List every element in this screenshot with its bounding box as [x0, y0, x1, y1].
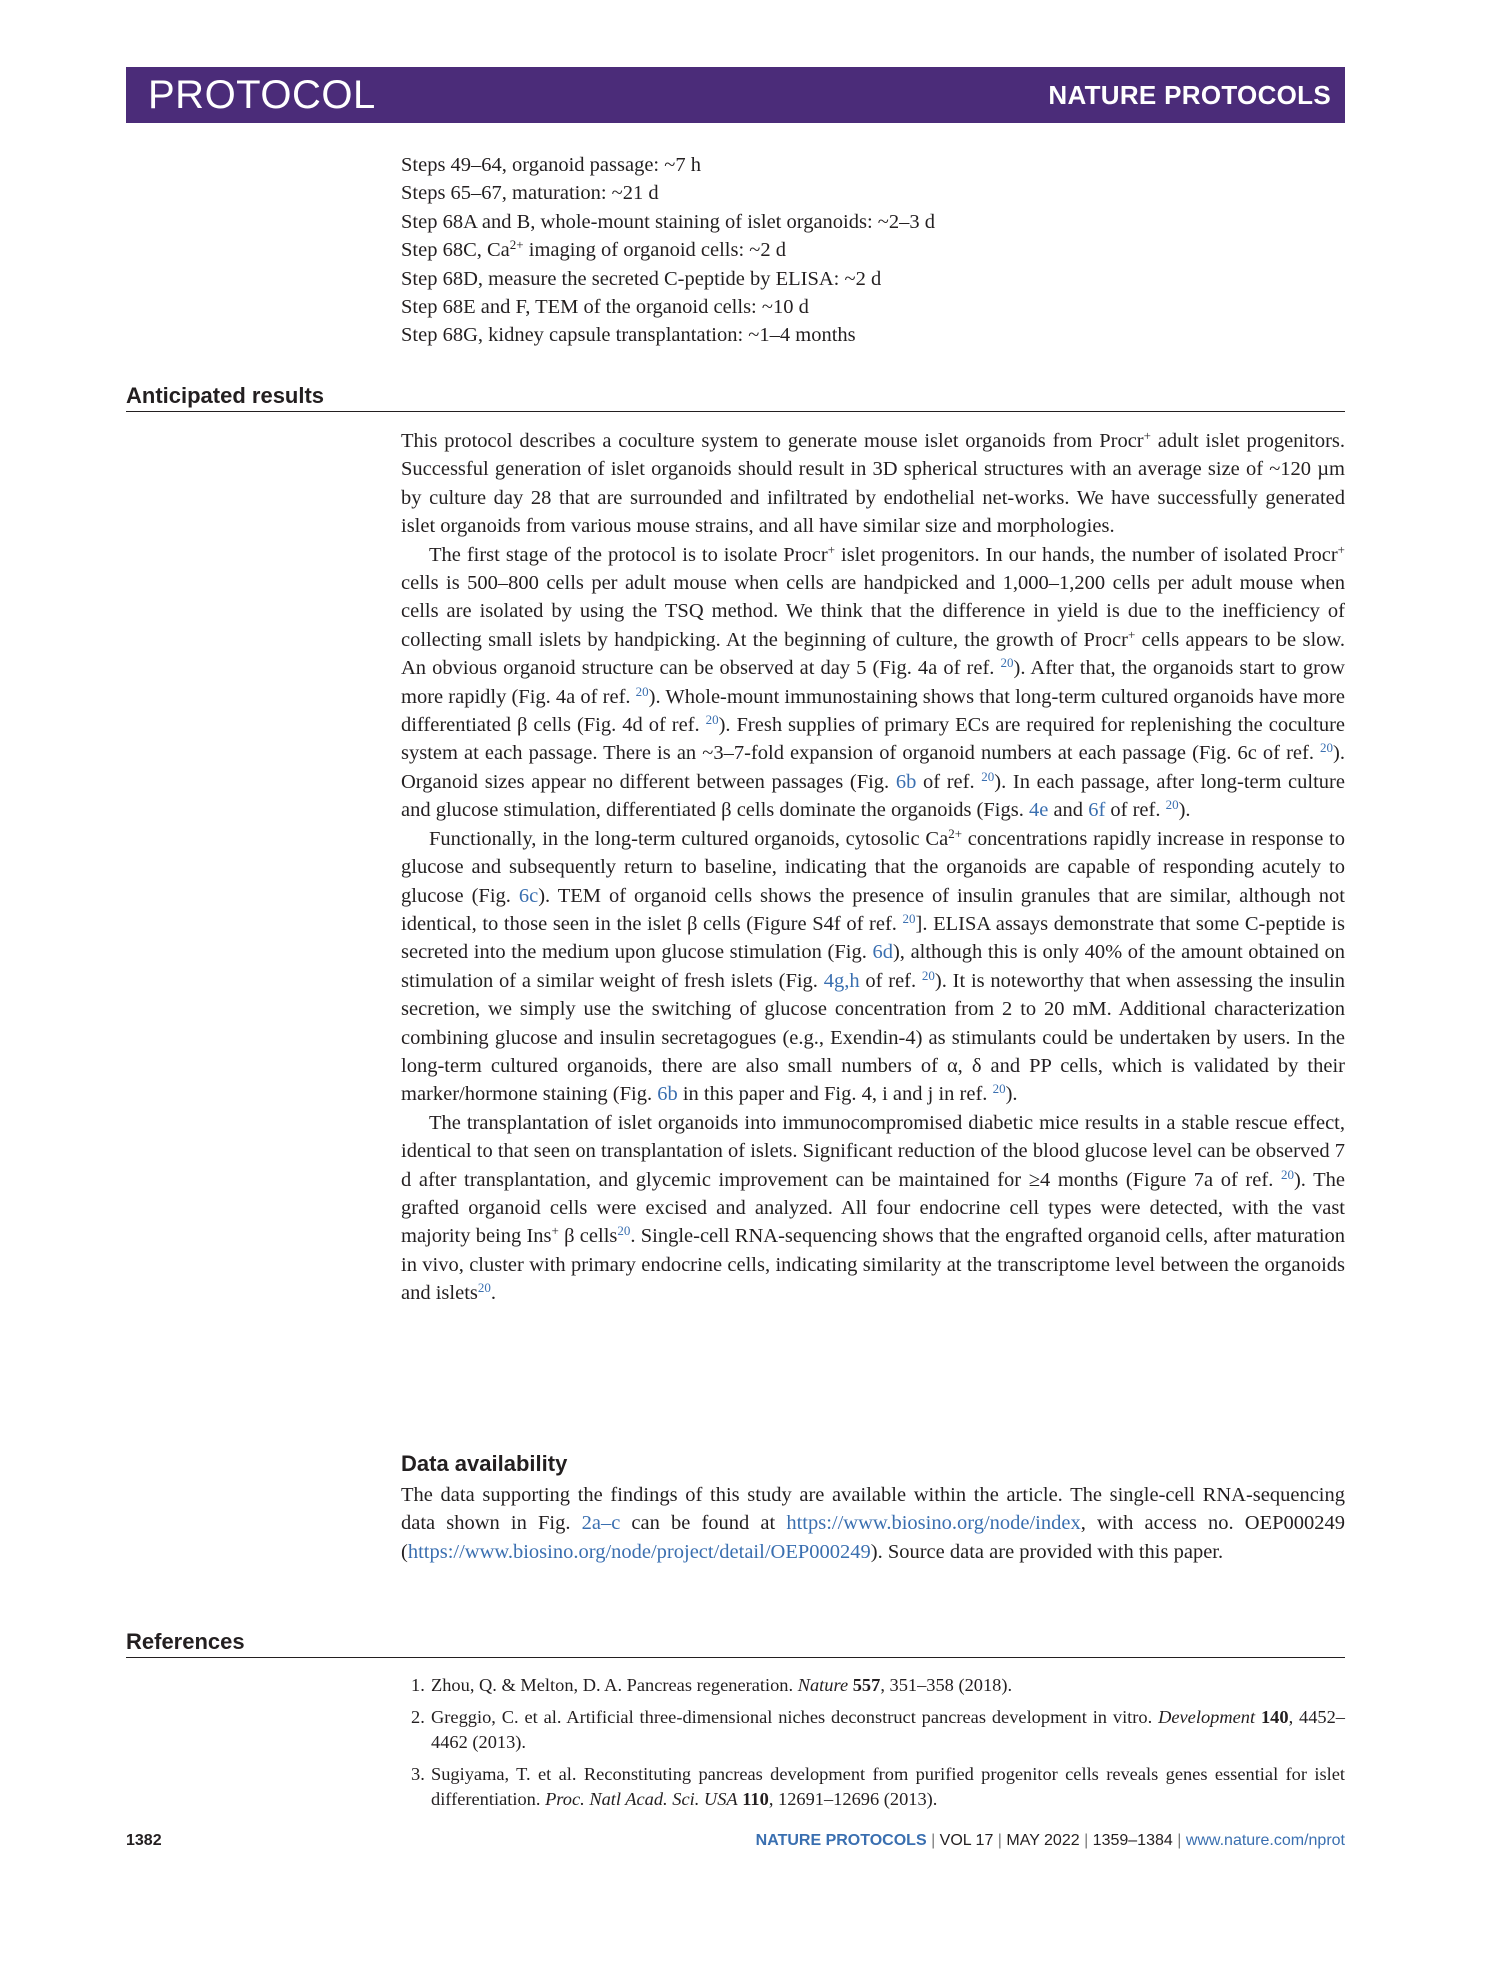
reference-link[interactable]: 20 [921, 967, 935, 983]
reference-link[interactable]: 20 [705, 711, 719, 727]
timing-line: Step 68E and F, TEM of the organoid cells: ~10 d [401, 296, 809, 319]
url-link[interactable]: https://www.biosino.org/node/index [786, 1512, 1081, 1535]
data-availability-body [401, 1481, 1345, 1566]
timing-line: Step 68A and B, whole-mount staining of islet organoids: ~2–3 d [401, 210, 936, 233]
reference-item: 3. Sugiyama, T. et al. Reconstituting pancreas development from purified progenitor cells reveals genes essential for islet differentiation. Proc. Natl Acad. Sci. USA 110, 12691–12696 (2013). [411, 1763, 1345, 1809]
footer-volume: VOL 17 [939, 1832, 994, 1849]
footer-citation: NATURE PROTOCOLS | VOL 17 | MAY 2022 | 1359–1384 | www.nature.com/nprot [755, 1832, 1345, 1849]
url-link[interactable]: https://www.biosino.org/node/project/detail/OEP000249 [407, 1540, 871, 1563]
data-availability-heading: Data availability [401, 1451, 568, 1476]
timing-line: Step 68D, measure the secreted C-peptide by ELISA: ~2 d [401, 267, 882, 290]
reference-item: 1. Zhou, Q. & Melton, D. A. Pancreas regeneration. Nature 557, 351–358 (2018). [411, 1675, 1013, 1695]
figure-link[interactable]: 6b [895, 770, 917, 793]
figure-link[interactable]: 4g,h [823, 969, 860, 992]
figure-link[interactable]: 6f [1088, 799, 1106, 822]
footer-pages: 1359–1384 [1092, 1832, 1173, 1849]
reference-list [401, 1673, 1345, 1819]
section-type-label: PROTOCOL [148, 73, 376, 117]
reference-link[interactable]: 20 [1000, 655, 1014, 671]
reference-link[interactable]: 20 [902, 910, 916, 926]
figure-link[interactable]: 6d [872, 941, 893, 964]
timing-line: Step 68C, $Ca^{2+}$ imaging of organoid cells: ~2 d [401, 237, 786, 262]
reference-link[interactable]: 20 [1280, 1166, 1294, 1182]
footer-url[interactable]: www.nature.com/nprot [1185, 1832, 1345, 1849]
reference-link[interactable]: 20 [981, 768, 995, 784]
timing-line: Steps 49–64, organoid passage: ~7 h [401, 154, 701, 176]
paragraph: Functionally, in the long-term cultured organoids, cytosolic $Ca^{2+}$ concentrations rapidly increase in response to glucose and subsequently return to baseline, indicating that the organoids are capable of responding acutely to glucose (Fig. 6c). TEM of organoid cells shows the presence of insulin granules that are similar, although not identical, to those seen in the islet β cells (Figure S4f of ref. $^{20}$]. ELISA assays demonstrate that some C-peptide is secreted into the medium upon glucose stimulation (Fig. 6d), although this is only 40% of the amount obtained on stimulation of a similar weight of fresh islets (Fig. 4g,h of ref. $^{20}$). It is noteworthy that when assessing the insulin secretion, we simply use the switching of glucose concentration from 2 to 20 mM. Additional characterization combining glucose and insulin secretagogues (e.g., Exendin-4) as stimulants could be undertaken by users. In the long-term cultured organoids, there are also small numbers of α, δ and PP cells, which is validated by their marker/hormone staining (Fig. 6b in this paper and Fig. 4, i and j in ref. $^{20}$). [401, 825, 1346, 1106]
journal-name: NATURE PROTOCOLS [1048, 80, 1331, 110]
references-heading: References [126, 1627, 1345, 1658]
footer-date: MAY 2022 [1006, 1832, 1080, 1849]
paragraph: The first stage of the protocol is to isolate Procr+ islet progenitors. In our hands, the number of isolated Procr+ cells is 500–800 cells per adult mouse when cells are handpicked and 1,000–1,200 cells per adult mouse when cells are isolated by using the TSQ method. We think that the difference in yield is due to the inefficiency of collecting small islets by handpicking. At the beginning of culture, the growth of Procr+ cells appears to be slow. An obvious organoid structure can be observed at day 5 (Fig. 4a of ref. $^{20}$). After that, the organoids start to grow more rapidly (Fig. 4a of ref. $^{20}$). Whole-mount immunostaining shows that long-term cultured organoids have more differentiated β cells (Fig. 4d of ref. $^{20}$). Fresh supplies of primary ECs are required for replenishing the coculture system at each passage. There is an ~3–7-fold expansion of organoid numbers at each passage (Fig. 6c of ref. $^{20}$). Organoid sizes appear no different between passages (Fig. 6b of ref. $^{20}$). In each passage, after long-term culture and glucose stimulation, differentiated β cells dominate the organoids (Figs. 4e and 6f of ref. $^{20}$). [401, 541, 1346, 822]
reference-link[interactable]: 20 [477, 1280, 491, 1296]
reference-link[interactable]: 20 [635, 683, 649, 699]
reference-link[interactable]: 20 [617, 1223, 631, 1239]
timing-line: Steps 65–67, maturation: ~21 d [401, 182, 659, 205]
reference-link[interactable]: 20 [1165, 797, 1179, 813]
paragraph: The data supporting the findings of this study are available within the article. The single-cell RNA-sequencing data shown in Fig. 2a–c can be found at https://www.biosino.org/node/index, with access no. OEP000249 (https://www.biosino.org/node/project/detail/OEP000249). Source data are provided with this paper. [401, 1484, 1345, 1563]
timing-list [401, 151, 1345, 350]
anticipated-results-heading: Anticipated results [126, 381, 1345, 412]
paragraph: The transplantation of islet organoids into immunocompromised diabetic mice results in a stable rescue effect, identical to that seen on transplantation of islets. Significant reduction of the blood glucose level can be observed 7 d after transplantation, and glycemic improvement can be maintained for ≥4 months (Figure 7a of ref. $^{20}$). The grafted organoid cells were excised and analyzed. All four endocrine cell types were detected, with the vast majority being Ins+ β cells$^{20}$. Single-cell RNA-sequencing shows that the engrafted organoid cells, after maturation in vivo, cluster with primary endocrine cells, indicating similarity at the transcriptome level between the organoids and islets$^{20}$. [401, 1111, 1346, 1305]
footer-journal: NATURE PROTOCOLS [755, 1832, 927, 1849]
figure-link[interactable]: 6b [657, 1083, 678, 1106]
anticipated-results-body [401, 427, 1345, 1308]
reference-link[interactable]: 20 [1320, 740, 1334, 756]
page-number: 1382 [126, 1832, 162, 1849]
figure-link[interactable]: 6c [518, 884, 539, 907]
reference-item: 2. Greggio, C. et al. Artificial three-dimensional niches deconstruct pancreas development in vitro. Development 140, 4452–4462 (2013). [411, 1706, 1345, 1752]
timing-line: Step 68G, kidney capsule transplantation: ~1–4 months [401, 324, 856, 347]
figure-link[interactable]: 2a–c [581, 1512, 621, 1535]
reference-link[interactable]: 20 [992, 1081, 1006, 1097]
paragraph: This protocol describes a coculture system to generate mouse islet organoids from Procr+ adult islet progenitors. Successful generation of islet organoids should result in 3D spherical structures with an average size of ~120 µm by culture day 28 that are surrounded and infiltrated by endothelial net-works. We have successfully generated islet organoids from various mouse strains, and all have similar size and morphologies. [401, 427, 1345, 538]
header-bar [126, 67, 1345, 123]
figure-link[interactable]: 4e [1028, 799, 1049, 822]
